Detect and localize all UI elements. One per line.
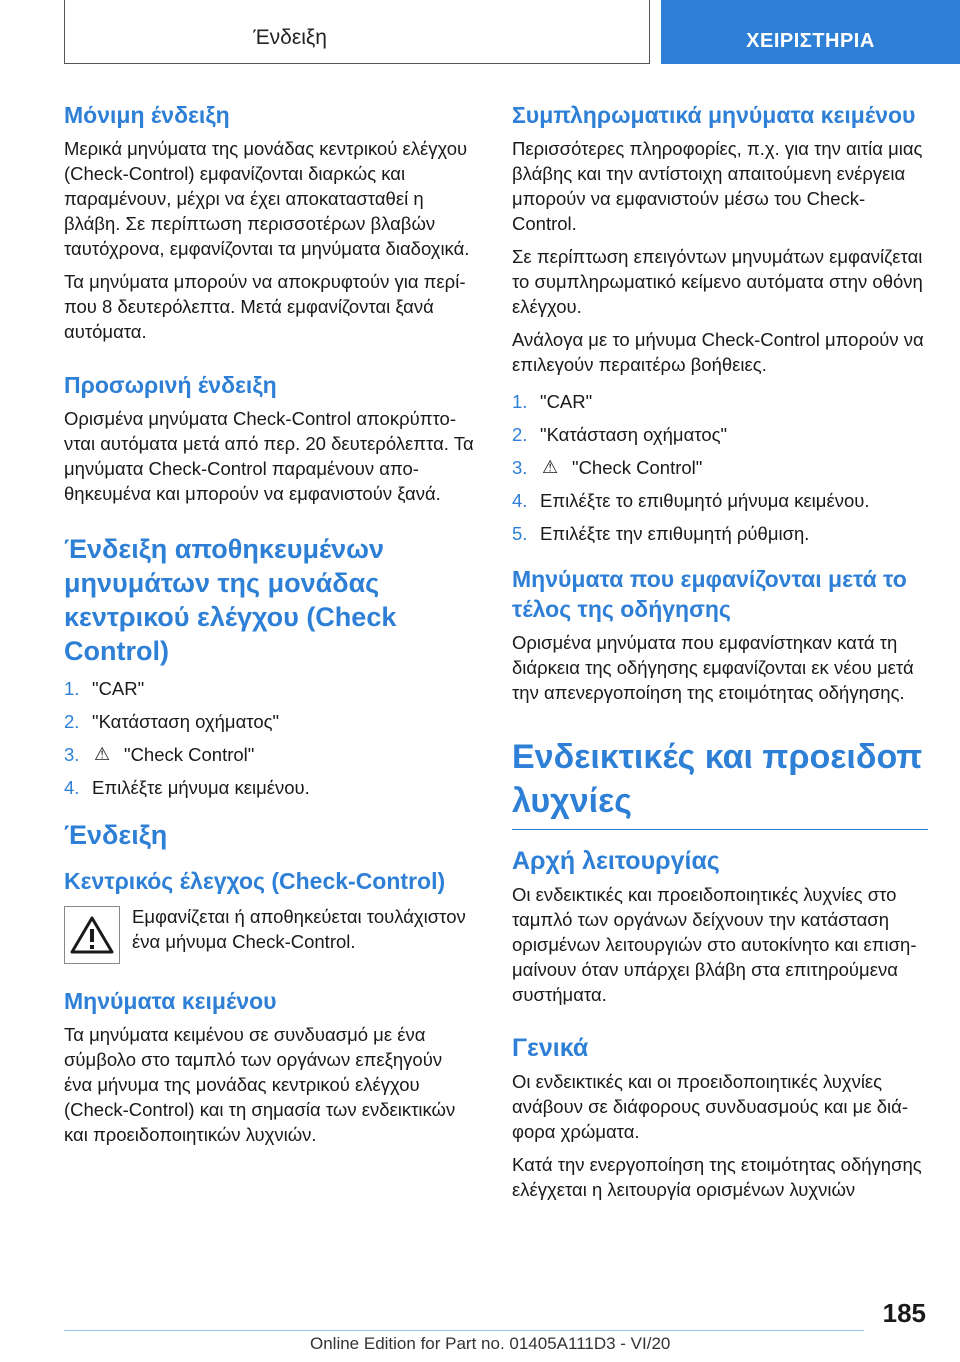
permanent-display-text-2: Τα μηνύματα μπορούν να αποκρυφτούν για περίπου 8 δευτερόλεπτα. Μετά εμφανίζονται ξανά αυτόματα.: [64, 271, 466, 342]
temporary-display-heading: Προσωρινή ένδειξη: [64, 372, 277, 398]
check-control-block: [64, 904, 474, 964]
stored-messages-steps: [64, 676, 474, 800]
list-item: 5. Επιλέξτε την επιθυμητή ρύθμιση.: [512, 523, 810, 544]
list-item: 1. "CAR": [64, 678, 145, 699]
stored-messages-heading: Ένδειξη αποθηκευμένων μηνυμάτων της μονάδας κεντρικού ελέγχου (Check Control): [64, 534, 397, 666]
text-messages-text: Τα μηνύματα κειμένου σε συνδυασμό με ένα σύμβολο στο ταμπλό των οργάνων επεξηγούν ένα μήνυμα της μονάδας κεντρικού ελέγχου (Check-Control) και τη σημασία των ενδεικτικών και προειδοποιητικών λυχνιών.: [64, 1024, 456, 1145]
general-text-2: Κατά την ενεργοποίηση της ετοιμότητας οδήγησης ελέγχεται η λειτουργία ορισμένων λυχνιών: [512, 1154, 922, 1200]
list-item: 3. ⚠ "Check Control": [64, 744, 255, 765]
general-text-1: Οι ενδεικτικές και οι προειδοποιητικές λυχνίες ανάβουν σε διάφορους συνδυασμούς και με διάφορα χρώματα.: [512, 1071, 908, 1142]
section-divider: [512, 829, 928, 830]
lamps-heading: Ενδεικτικές και προειδοπ λυχνίες: [512, 738, 923, 820]
list-item: 2. "Κατάσταση οχήματος": [512, 424, 728, 445]
header-chapter-tab: ΧΕΙΡΙΣΤΗΡΙΑ: [661, 0, 960, 64]
permanent-display-heading: Μόνιμη ένδειξη: [64, 102, 230, 128]
warning-triangle-icon: [64, 906, 120, 964]
list-item: 1. "CAR": [512, 391, 593, 412]
supplementary-text-1: Περισσότερες πληροφορίες, π.χ. για την αιτία μιας βλάβης και την αντίστοιχη απαιτούμενη ενέργεια μπορούν να εμφανιστούν μέσω του Check-Control.: [512, 138, 923, 234]
check-control-text: Εμφανίζεται ή αποθηκεύεται τουλάχιστον ένα μήνυμα Check-Control.: [132, 906, 466, 952]
supplementary-steps: [512, 389, 928, 546]
list-item: 4. Επιλέξτε μήνυμα κειμένου.: [64, 777, 310, 798]
footer-divider: [64, 1330, 864, 1331]
after-drive-heading: Μηνύματα που εμφανίζονται μετά το τέλος της οδήγησης: [512, 566, 907, 622]
principle-heading: Αρχή λειτουργίας: [512, 847, 720, 875]
after-drive-text: Ορισμένα μηνύματα που εμφανίστηκαν κατά τη διάρκεια της οδήγησης εμφανίζονται εκ νέου μετά την απενεργοποίηση της ετοιμότητας οδήγησης.: [512, 632, 914, 703]
check-control-heading: Κεντρικός έλεγχος (Check-Control): [64, 868, 446, 894]
page-number: 185: [882, 1298, 926, 1328]
supplementary-text-2: Σε περίπτωση επειγόντων μηνυμάτων εμφανίζεται το συμπληρωματικό κείμενο αυτόματα στην οθόνη ελέγχου.: [512, 246, 923, 317]
footer-edition: Online Edition for Part no. 01405A111D3 - VI/20: [310, 1334, 671, 1353]
warning-triangle-icon: ⚠: [542, 457, 559, 477]
list-item: 4. Επιλέξτε το επιθυμητό μήνυμα κειμένου.: [512, 490, 870, 511]
right-column: [512, 100, 928, 1210]
supplementary-text-3: Ανάλογα με το μήνυμα Check-Control μπορούν να επιλεγούν περαιτέρω βοήθειες.: [512, 329, 924, 375]
supplementary-heading: Συμπληρωματικά μηνύματα κειμένου: [512, 102, 916, 128]
header-frame: [64, 0, 650, 64]
warning-triangle-icon: ⚠: [94, 744, 111, 764]
left-column: [64, 100, 474, 1155]
list-item: 3. ⚠ "Check Control": [512, 457, 703, 478]
principle-text: Οι ενδεικτικές και προειδοποιητικές λυχνίες στο ταμπλό των οργάνων δείχνουν την κατάσταση ορισμένων λειτουργιών στο αυτοκίνητο και επισημαίνουν όταν υπάρχει βλάβη στα επιτηρούμενα συστήματα.: [512, 884, 917, 1005]
text-messages-heading: Μηνύματα κειμένου: [64, 988, 277, 1014]
temporary-display-text: Ορισμένα μηνύματα Check-Control αποκρύπτονται αυτόματα μετά από περ. 20 δευτερόλεπτα. Τα μηνύματα Check-Control παραμένουν αποθηκευμένα και μπορούν να εμφανιστούν ξανά.: [64, 408, 474, 504]
header-section-title: Ένδειξη: [253, 26, 327, 49]
general-heading: Γενικά: [512, 1034, 589, 1062]
display-heading: Ένδειξη: [64, 820, 168, 850]
permanent-display-text-1: Μερικά μηνύματα της μονάδας κεντρικού ελέγχου (Check-Control) εμφανίζονται διαρκώς και παραμένουν, μέχρι να έχει αποκατασταθεί η βλάβη. Σε περίπτωση περισσοτέρων βλαβών ταυτόχρονα, εμφανίζονται τα μηνύματα διαδοχικά.: [64, 138, 470, 259]
list-item: 2. "Κατάσταση οχήματος": [64, 711, 280, 732]
